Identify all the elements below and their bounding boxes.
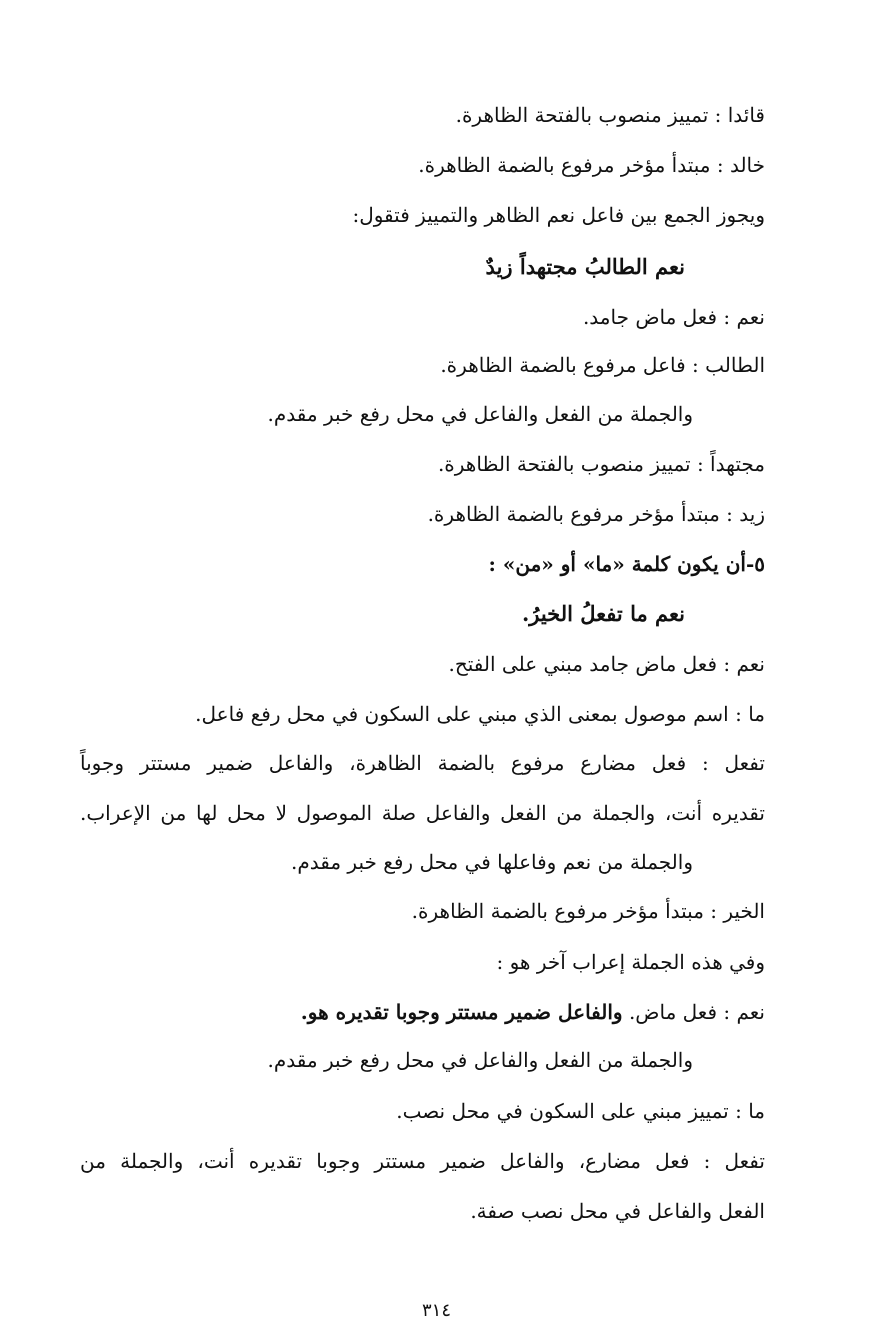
text-line: والجملة من الفعل والفاعل في محل رفع خبر مقدم. [267, 402, 693, 426]
text-line: تفعل : فعل مضارع، والفاعل ضمير مستتر وجوبا تقديره أنت، والجملة من [80, 1149, 765, 1173]
text-line: قائدا : تمييز منصوب بالفتحة الظاهرة. [455, 103, 765, 127]
text-line: ويجوز الجمع بين فاعل نعم الظاهر والتمييز فتقول: [352, 203, 765, 227]
text-line: الخير : مبتدأ مؤخر مرفوع بالضمة الظاهرة. [411, 899, 765, 923]
text-line: تقديره أنت، والجملة من الفعل والفاعل صلة الموصول لا محل لها من الإعراب. [80, 801, 765, 825]
text-span: نعم : فعل ماض. [628, 1000, 765, 1024]
section-heading: ٥-أن يكون كلمة «ما» أو «من» : [488, 552, 765, 576]
text-line: ما : تمييز مبني على السكون في محل نصب. [396, 1099, 765, 1123]
text-line: وفي هذه الجملة إعراب آخر هو : [496, 950, 765, 974]
text-line: ما : اسم موصول بمعنى الذي مبني على السكون في محل رفع فاعل. [195, 702, 765, 726]
example-sentence: نعم الطالبُ مجتهداً زيدٌ [485, 254, 685, 279]
text-line [301, 995, 765, 1029]
bold-span: والفاعل ضمير مستتر وجوبا تقديره هو. [300, 1000, 623, 1024]
text-line: نعم : فعل ماض جامد. [582, 305, 765, 329]
text-line: تفعل : فعل مضارع مرفوع بالضمة الظاهرة، والفاعل ضمير مستتر وجوباً [80, 751, 765, 775]
text-line: نعم : فعل ماض جامد مبني على الفتح. [448, 652, 765, 676]
text-line: مجتهداً : تمييز منصوب بالفتحة الظاهرة. [437, 452, 765, 476]
text-line: والجملة من الفعل والفاعل في محل رفع خبر مقدم. [267, 1048, 693, 1072]
text-line: زيد : مبتدأ مؤخر مرفوع بالضمة الظاهرة. [427, 502, 765, 526]
page-number: ٣١٤ [421, 1300, 451, 1321]
text-line: والجملة من نعم وفاعلها في محل رفع خبر مقدم. [291, 850, 693, 874]
text-line: الفعل والفاعل في محل نصب صفة. [470, 1199, 765, 1223]
example-sentence: نعم ما تفعلُ الخيرُ. [521, 601, 685, 626]
text-line: الطالب : فاعل مرفوع بالضمة الظاهرة. [440, 353, 765, 377]
text-line: خالد : مبتدأ مؤخر مرفوع بالضمة الظاهرة. [418, 153, 765, 177]
